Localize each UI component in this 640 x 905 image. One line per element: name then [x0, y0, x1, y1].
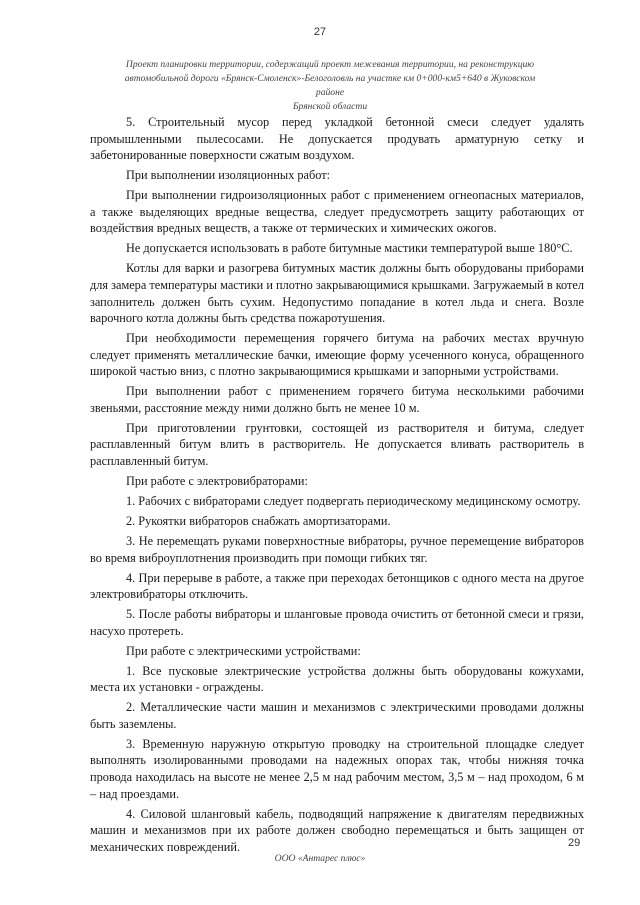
paragraph: 4. Силовой шланговый кабель, подводящий напряжение к двигателям передвижных машин и механизмов при их работе должен свободно перемещаться и быть защищен от механических повреждений.: [90, 806, 584, 854]
paragraph: При выполнении изоляционных работ:: [126, 168, 331, 183]
paragraph: 5. После работы вибраторы и шланговые провода очистить от бетонной смеси и грязи, насухо протереть.: [90, 607, 584, 638]
paragraph: 1. Рабочих с вибраторами следует подвергать периодическому медицинскому осмотру.: [126, 493, 581, 508]
paragraph: 2. Рукоятки вибраторов снабжать амортизаторами.: [126, 513, 391, 528]
paragraph: 4. При перерыве в работе, а также при переходах бетонщиков с одного места на другое электровибраторы отключить.: [90, 570, 584, 602]
paragraph: При работе с электрическими устройствами:: [126, 643, 361, 658]
header-line-2: автомобильной дороги «Брянск-Смоленск»-Белоголовль на участке км 0+000-км5+640 в Жуковском районе: [124, 73, 536, 98]
paragraph: Не допускается использовать в работе битумные мастики температурой выше 180°С.: [126, 241, 573, 256]
paragraph: 3. Временную наружную открытую проводку на строительной площадке следует выполнять изолированными проводами на надежных опорах так, чтобы нижняя точка провода находилась на высоте не менее 2,5 м над рабочим местом, 3,5 м – над проходом, 6 м – над проездами.: [90, 736, 584, 801]
header-line-3: Брянской области: [292, 101, 368, 112]
paragraph: При приготовлении грунтовки, состоящей из растворителя и битума, следует расплавленный битум влить в растворитель. Не допускается вливать растворитель в расплавленный битум.: [90, 420, 584, 469]
header-line-1: Проект планировки территории, содержащий проект межевания территории, на реконструкцию: [125, 59, 535, 70]
page-number-top: 27: [313, 26, 327, 38]
paragraph: При необходимости перемещения горячего битума на рабочих местах вручную следует применять металлические бачки, имеющие форму усеченного конуса, обращенного широкой частью вниз, с плотно закрывающимися крышками и запорными устройствами.: [90, 331, 584, 379]
paragraph: При выполнении работ с применением горячего битума несколькими рабочими звеньями, расстояние между ними должно быть не менее 10 м.: [90, 384, 584, 415]
document-body: [90, 114, 584, 859]
paragraph: 3. Не перемещать руками поверхностные вибраторы, ручное перемещение вибраторов во время виброуплотнения производить при помощи гибких тяг.: [90, 533, 584, 565]
paragraph: При работе с электровибраторами:: [126, 474, 308, 488]
page-number-bottom: 29: [568, 837, 581, 849]
paragraph: 2. Металлические части машин и механизмов с электрическими проводами должны быть заземлены.: [90, 700, 584, 731]
document-header: [110, 58, 550, 114]
document-footer: ООО «Антарес плюс»: [274, 853, 366, 864]
paragraph: 5. Строительный мусор перед укладкой бетонной смеси следует удалять промышленными пылесосами. Не допускается продувать арматурную сетку и забетонированные поверхности сжатым воздухом.: [90, 115, 584, 163]
paragraph: При выполнении гидроизоляционных работ с применением огнеопасных материалов, а также выделяющих вредные вещества, следует предусмотреть защиту работающих от воздействия вредных веществ, а также от термических и химических ожогов.: [90, 188, 584, 236]
paragraph: 1. Все пусковые электрические устройства должны быть оборудованы кожухами, места их установки - ограждены.: [90, 663, 584, 695]
paragraph: Котлы для варки и разогрева битумных мастик должны быть оборудованы приборами для замера температуры мастики и плотно закрывающимися крышками. Загружаемый в котел заполнитель должен быть сухим. Недопустимо попадание в котел льда и снега. Возле варочного котла должны быть средства пожаротушения.: [90, 261, 585, 326]
